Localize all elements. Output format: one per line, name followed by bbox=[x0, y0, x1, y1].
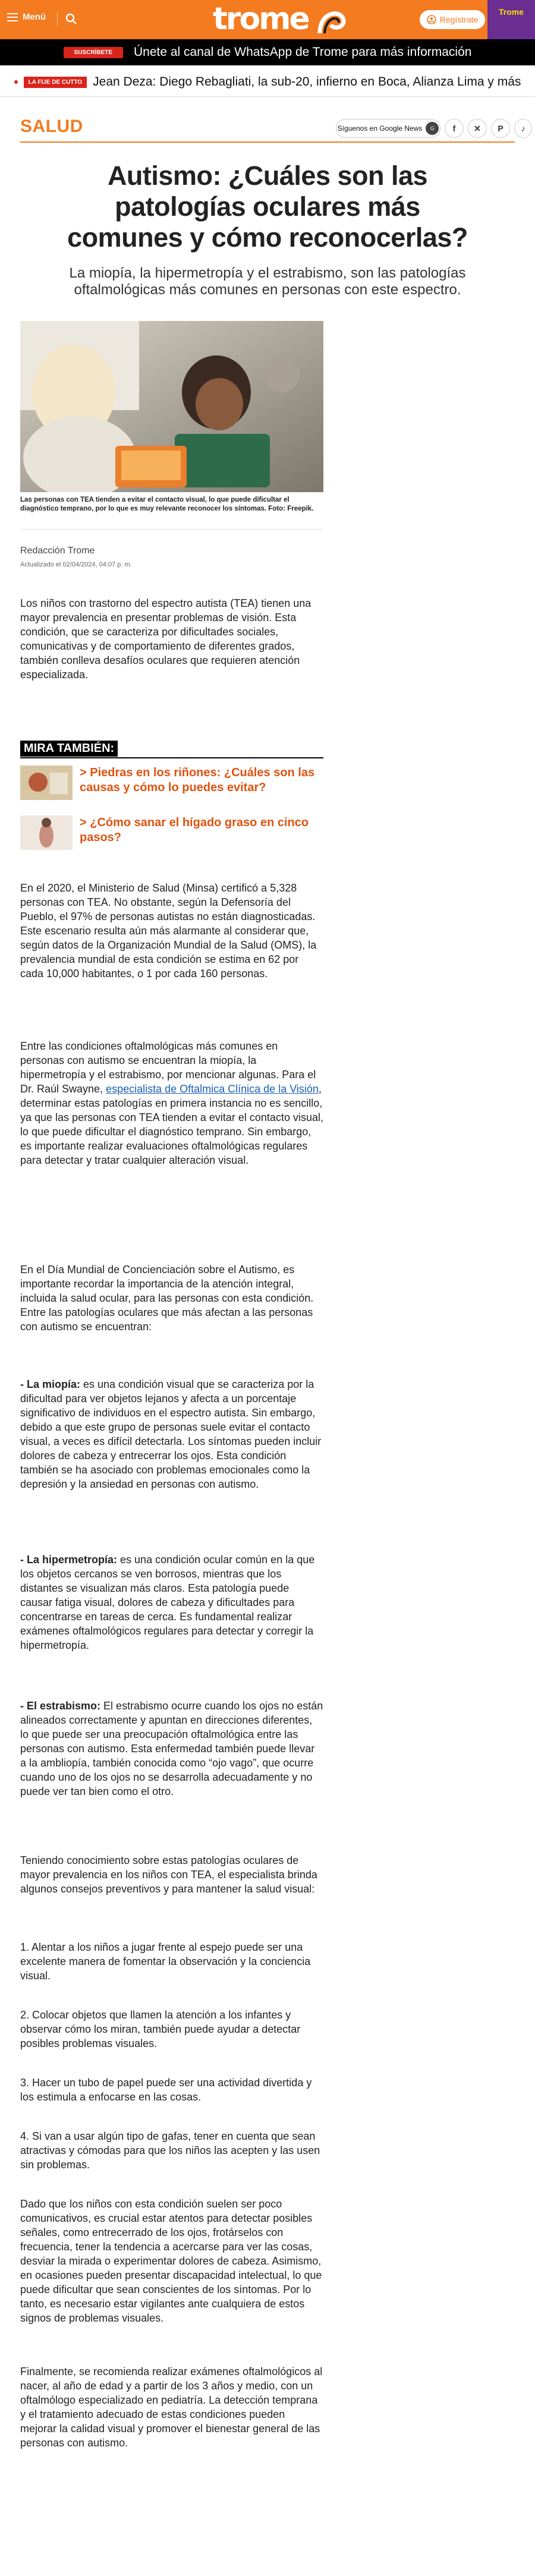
paragraph-5: Teniendo conocimiento sobre estas patologías oculares de mayor prevalencia en los niños con TEA, el especialista brinda algunos consejos preventivos y para mantener la salud visual: bbox=[20, 1854, 317, 1895]
estrabismo-label: - El estrabismo: bbox=[20, 1700, 101, 1712]
site-logo[interactable]: trome bbox=[213, 1, 309, 37]
article-lead: La miopía, la hipermetropía y el estrabismo, son las patologías oftalmológicas más comunes en personas con este espectro. bbox=[69, 265, 466, 298]
tip-3: 3. Hacer un tubo de papel puede ser una actividad divertida y los estimula a enfocarse en las cosas. bbox=[20, 2077, 312, 2103]
paragraph-3-end: , determinar estas patologías en primera instancia no es sencillo, ya que las personas con TEA tienden a evitar el contacto visual, lo que puede dificultar el diagnóstico temprano. Sin embargo, es importante realizar evaluaciones oftalmológicas regulares para detectar y tratar cualquier alteración visual. bbox=[20, 1083, 323, 1166]
google-news-button[interactable] bbox=[336, 119, 440, 138]
hipermetropia-text: es una condición ocular común en la que los objetos cercanos se ven borrosos, mientras que los distantes se visualizan más claros. Esta patología puede causar fatiga visual, dolores de cabeza y dificultades para concentrarse en tareas de cerca. Es fundamental realizar exámenes oftalmológicos regulares para detectar y corregir la hipermetropía. bbox=[20, 1554, 315, 1651]
related-item[interactable] bbox=[20, 815, 323, 850]
paragraph-2: En el 2020, el Ministerio de Salud (Minsa) certificó a 5,328 personas con TEA. No obstante, según la Defensoría del Pueblo, el 97% de personas autistas no están diagnosticadas. Este escenario resulta aún más alarmante al considerar que, según datos de la Organización Mundial de la Salud (OMS), la prevalencia mundial de esta condición se estima en 62 por cada 10,000 habitantes, o 1 por cada 160 personas. bbox=[20, 882, 317, 980]
header-divider bbox=[57, 12, 58, 26]
related-item[interactable] bbox=[20, 766, 323, 800]
promo-banner[interactable] bbox=[487, 0, 535, 39]
tip-1: 1. Alentar a los niños a jugar frente al espejo puede ser una excelente manera de fomentar la observación y la conciencia visual. bbox=[20, 1941, 311, 1982]
estrabismo-text: El estrabismo ocurre cuando los ojos no están alineados correctamente y apuntan en direcciones diferentes, lo que puede ser una preocupación oftalmológica entre las personas con autismo. Esta enfermedad también puede llevar a la ambliopía, también conocida como “ojo vago”, que ocurre cuando uno de los ojos no se desarrolla adecuadamente y no puede ver tan bien como el otro. bbox=[20, 1700, 323, 1797]
google-news-label: Síguenos en Google News bbox=[337, 124, 423, 133]
menu-label: Menú bbox=[23, 12, 46, 22]
miopia-text: es una condición visual que se caracteriza por la dificultad para ver objetos lejanos y afecta a un porcentaje significativo de individuos en el espectro autista. Sin embargo, debido a que este grupo de personas suele evitar el contacto visual, a veces es difícil detectarla. Los síntomas pueden incluir dolores de cabeza y entrecerrar los ojos. Esta condición también se ha asociado con problemas emocionales como la depresión y la ansiedad en personas con autismo. bbox=[20, 1378, 322, 1490]
related-title[interactable]: > ¿Cómo sanar el hígado graso en cinco pasos? bbox=[80, 816, 309, 844]
caption-divider bbox=[20, 529, 323, 530]
author-name[interactable]: Redacción Trome bbox=[20, 546, 95, 556]
whatsapp-banner[interactable] bbox=[0, 39, 535, 65]
menu-button[interactable] bbox=[7, 12, 46, 22]
paragraph-3 bbox=[20, 1039, 323, 1167]
paragraph-1: Los niños con trastorno del espectro autista (TEA) tienen una mayor prevalencia en presentar problemas de visión. Esta condición, que se caracteriza por dificultades sociales, comunicativas y de comportamiento de diferentes grados, también conlleva desafíos oculares que requieren atención especializada. bbox=[20, 597, 311, 681]
miopia-label: - La miopía: bbox=[20, 1378, 81, 1390]
promo-text: Trome bbox=[498, 7, 524, 17]
x-share-icon[interactable]: ✕ bbox=[468, 119, 487, 138]
ticker-bullet bbox=[14, 80, 18, 84]
photo-caption: Las personas con TEA tienden a evitar el contacto visual, lo que puede dificultar el diagnóstico temprano, por lo que es muy relevante reconocer los síntomas. Foto: Freepik. bbox=[20, 496, 314, 512]
clinic-link[interactable]: especialista de Oftalmica Clínica de la Visión bbox=[106, 1083, 319, 1095]
tip-2: 2. Colocar objetos que llamen la atención a los infantes y observar cómo los miran, también puede ayudar a detectar posibles problemas visuales. bbox=[20, 2009, 301, 2049]
pinterest-share-icon[interactable]: P bbox=[491, 119, 510, 138]
register-label: Regístrate bbox=[439, 15, 479, 24]
paragraph-4: En el Día Mundial de Concienciación sobre el Autismo, es importante recordar la importancia de la atención integral, incluida la salud ocular, para las personas con esta condición. Entre las patologías oculares que más afectan a las personas con autismo se encuentran: bbox=[20, 1264, 314, 1333]
news-ticker[interactable] bbox=[0, 69, 535, 95]
estrabismo-paragraph bbox=[20, 1699, 323, 1799]
google-news-icon: G bbox=[426, 122, 439, 135]
facebook-share-icon[interactable]: f bbox=[445, 119, 464, 138]
paragraph-7: Finalmente, se recomienda realizar exámenes oftalmológicos al nacer, al año de edad y a partir de los 3 años y medio, con un oftalmólogo especializado en pediatría. La detección temprana y el tratamiento adecuado de estas condiciones pueden mejorar la calidad visual y promover el bienestar general de las personas con autismo. bbox=[20, 2366, 323, 2449]
logo-swoosh-icon bbox=[314, 4, 350, 36]
article-title: Autismo: ¿Cuáles son las patologías oculares más comunes y cómo reconocerlas? bbox=[67, 160, 468, 253]
tiktok-share-icon[interactable]: ♪ bbox=[514, 119, 532, 138]
ticker-divider bbox=[0, 96, 535, 97]
ticker-headline[interactable]: Jean Deza: Diego Rebagliati, la sub-20, infierno en Boca, Alianza Lima y más bbox=[93, 75, 521, 89]
ticker-tag: LA FIJE DE CUTTO bbox=[24, 77, 87, 88]
top-header bbox=[0, 0, 535, 39]
see-also-label: MIRA TAMBIÉN: bbox=[20, 741, 118, 757]
article-photo bbox=[20, 321, 323, 492]
related-thumbnail[interactable] bbox=[20, 766, 73, 800]
whatsapp-text[interactable]: Únete al canal de WhatsApp de Trome para más información bbox=[133, 45, 472, 59]
search-icon[interactable] bbox=[65, 13, 77, 25]
related-title[interactable]: > Piedras en los riñones: ¿Cuáles son las causas y cómo lo puedes evitar? bbox=[80, 766, 315, 794]
see-also-divider bbox=[20, 757, 323, 758]
paragraph-6: Dado que los niños con esta condición suelen ser poco comunicativos, es crucial estar atentos para detectar posibles señales, como entrecerrado de los ojos, frotárselos con frecuencia, tener la tendencia a acercarse para ver las cosas, desviar la mirada o experimentar dolores de cabeza. Asimismo, en ocasiones pueden presentar discapacidad intelectual, lo que puede dificultar que sean conscientes de los síntomas. Por lo tanto, es necesario estar vigilantes ante cualquiera de estos signos de problemas visuales. bbox=[20, 2198, 322, 2324]
subscribe-button[interactable]: SUSCRÍBETE bbox=[64, 47, 123, 58]
register-button[interactable] bbox=[420, 10, 485, 29]
section-label[interactable]: SALUD bbox=[20, 116, 83, 136]
related-thumbnail[interactable] bbox=[20, 815, 73, 850]
user-icon bbox=[427, 15, 436, 24]
hipermetropia-paragraph bbox=[20, 1552, 323, 1652]
hipermetropia-label: - La hipermetropía: bbox=[20, 1554, 118, 1566]
miopia-paragraph bbox=[20, 1377, 323, 1491]
section-divider bbox=[20, 141, 515, 143]
hamburger-icon bbox=[7, 13, 18, 21]
paragraph-3-start: Entre las condiciones oftalmológicas más comunes en personas con autismo se encuentran la miopía, la hipermetropía y el estrabismo, por mencionar algunas. Para el Dr. Raúl Swayne, bbox=[20, 1040, 316, 1095]
updated-date: Actualizado el 02/04/2024, 04:07 p. m. bbox=[20, 561, 132, 568]
tip-4: 4. Si van a usar algún tipo de gafas, tener en cuenta que sean atractivas y cómodas para que los niños las acepten y las usen sin problemas. bbox=[20, 2130, 320, 2171]
